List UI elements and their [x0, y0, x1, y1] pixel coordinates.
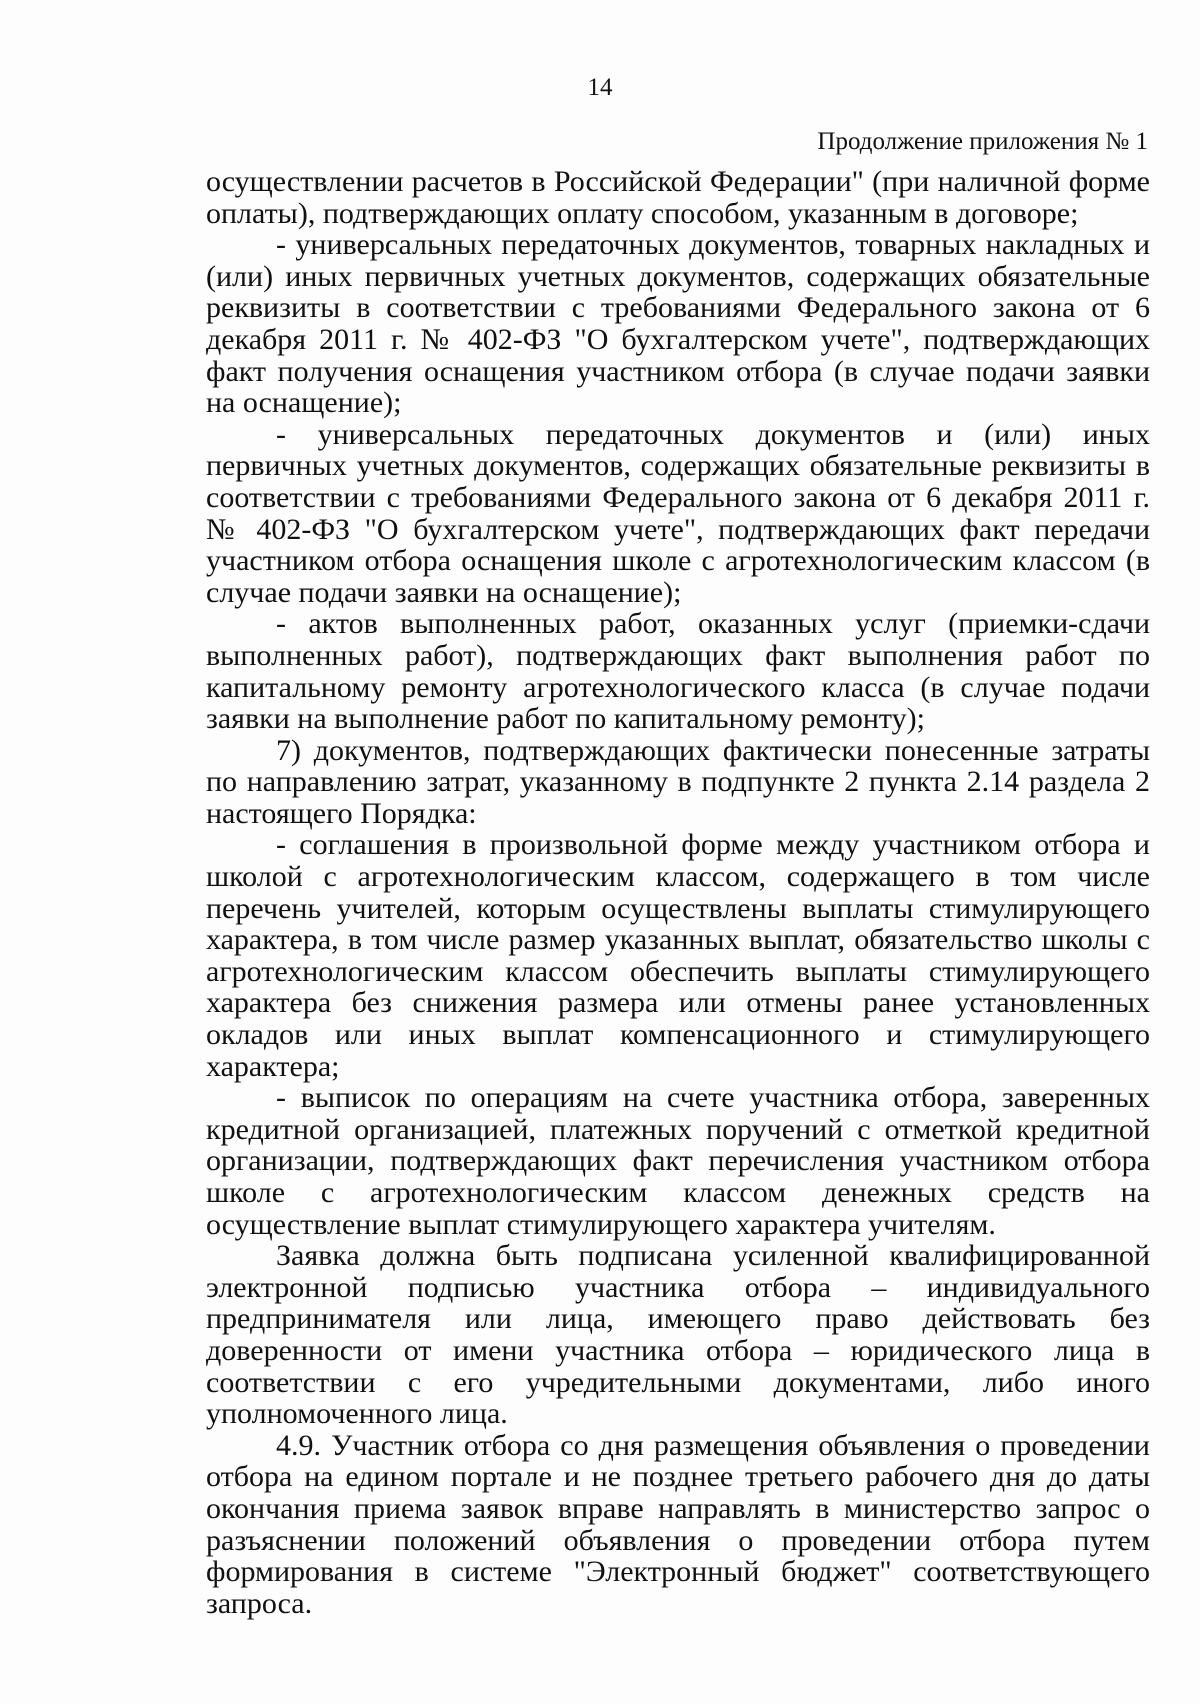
paragraph: 7) документов, подтверждающих фактически понесенные затраты по направлению затрат, указанному в подпункте 2 пункта 2.14 раздела 2 настоящего Порядка:: [206, 733, 1150, 830]
paragraph: - актов выполненных работ, оказанных услуг (приемки-сдачи выполненных работ), подтверждающих факт выполнения работ по капитальному ремонту агротехнологического класса (в случае подачи заявки на выполнение работ по капитальному ремонту);: [206, 607, 1150, 736]
document-body: [206, 166, 1150, 1619]
paragraph: - универсальных передаточных документов и (или) иных первичных учетных документов, содержащих обязательные реквизиты в соответствии с требованиями Федерального закона от 6 декабря 2011 г. № 402-ФЗ "О бухгалтерском учете", подтверждающих факт передачи участником отбора оснащения школе с агротехнологическим классом (в случае подачи заявки на оснащение);: [206, 417, 1150, 609]
paragraph: 4.9. Участник отбора со дня размещения объявления о проведении отбора на едином портале и не позднее третьего рабочего дня до даты окончания приема заявок вправе направлять в министерство запрос о разъяснении положений объявления о проведении отбора путем формирования в системе "Электронный бюджет" соответствующего запроса.: [206, 1428, 1150, 1620]
paragraph: - соглашения в произвольной форме между участником отбора и школой с агротехнологическим классом, содержащего в том числе перечень учителей, которым осуществлены выплаты стимулирующего характера, в том числе размер указанных выплат, обязательство школы с агротехнологическим классом обеспечить выплаты стимулирующего характера без снижения размера или отмены ранее установленных окладов или иных выплат компенсационного и стимулирующего характера;: [206, 828, 1150, 1083]
paragraph: Заявка должна быть подписана усиленной квалифицированной электронной подписью участника отбора – индивидуального предпринимателя или лица, имеющего право действовать без доверенности от имени участника отбора – юридического лица в соответствии с его учредительными документами, либо иного уполномоченного лица.: [206, 1239, 1150, 1431]
appendix-note: Продолжение приложения № 1: [817, 128, 1148, 155]
paragraph: - универсальных передаточных документов, товарных накладных и (или) иных первичных учетных документов, содержащих обязательные реквизиты в соответствии с требованиями Федерального закона от 6 декабря 2011 г. № 402-ФЗ "О бухгалтерском учете", подтверждающих факт получения оснащения участником отбора (в случае подачи заявки на оснащение);: [206, 228, 1150, 420]
paragraph: осуществлении расчетов в Российской Федерации" (при наличной форме оплаты), подтверждающих оплату способом, указанным в договоре;: [206, 165, 1150, 230]
paragraph: - выписок по операциям на счете участника отбора, заверенных кредитной организацией, платежных поручений с отметкой кредитной организации, подтверждающих факт перечисления участником отбора школе с агротехнологическим классом денежных средств на осуществление выплат стимулирующего характера учителям.: [206, 1081, 1150, 1241]
page-number: 14: [587, 74, 613, 101]
